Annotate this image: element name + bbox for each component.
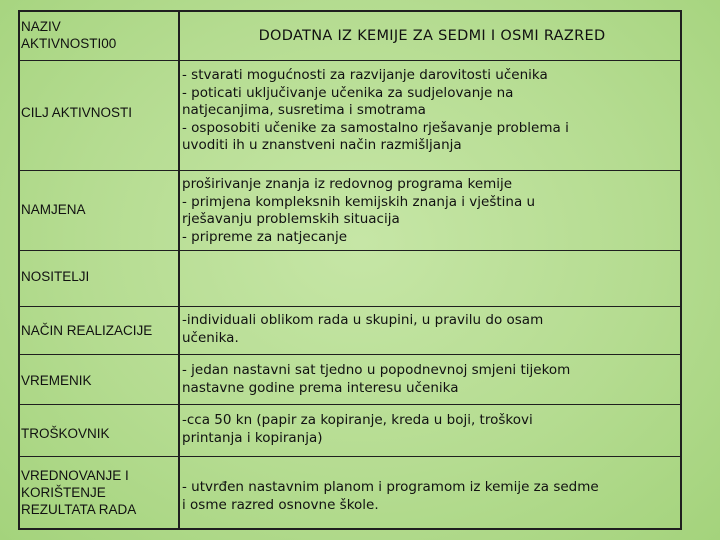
table-row [20, 170, 680, 250]
row-label-naziv: NAZIV AKTIVNOSTI00 [21, 19, 117, 51]
table-row [20, 250, 680, 306]
activity-table [18, 10, 682, 530]
row-label: VREDNOVANJE I KORIŠTENJE REZULTATA RADA [21, 468, 137, 517]
table-row [20, 60, 680, 170]
table-row [20, 456, 680, 528]
row-content: -cca 50 kn (papir za kopiranje, kreda u boji, troškovi printanja i kopiranja) [182, 412, 533, 446]
table-row-header [20, 12, 680, 60]
table-row [20, 354, 680, 404]
row-label: NAČIN REALIZACIJE [21, 323, 153, 338]
row-label: TROŠKOVNIK [21, 426, 110, 441]
activity-title: DODATNA IZ KEMIJE ZA SEDMI I OSMI RAZRED [258, 28, 606, 44]
table-row [20, 306, 680, 354]
row-label: VREMENIK [21, 373, 92, 388]
row-content: -individuali oblikom rada u skupini, u pravilu do osam učenika. [182, 312, 544, 346]
row-content: proširivanje znanja iz redovnog programa kemije - primjena kompleksnih kemijskih znanja i vještina u rješavanju problemskih situacija - pripreme za natjecanje [182, 176, 536, 245]
table-row [20, 404, 680, 456]
row-label: NOSITELJI [21, 269, 90, 284]
row-label: NAMJENA [21, 202, 86, 217]
row-content: - utvrđen nastavnim planom i programom iz kemije za sedme i osme razred osnovne škole. [182, 479, 599, 513]
row-content: - stvarati mogućnosti za razvijanje darovitosti učenika - poticati uključivanje učenika za sudjelovanje na natjecanjima, susretima i smotrama - osposobiti učenike za samostalno rješavanje problema i uvoditi ih u znanstveni način razmišljanja [182, 67, 569, 153]
row-content: - jedan nastavni sat tjedno u popodnevnoj smjeni tijekom nastavne godine prema interesu učenika [182, 362, 571, 396]
row-label: CILJ AKTIVNOSTI [21, 105, 133, 120]
